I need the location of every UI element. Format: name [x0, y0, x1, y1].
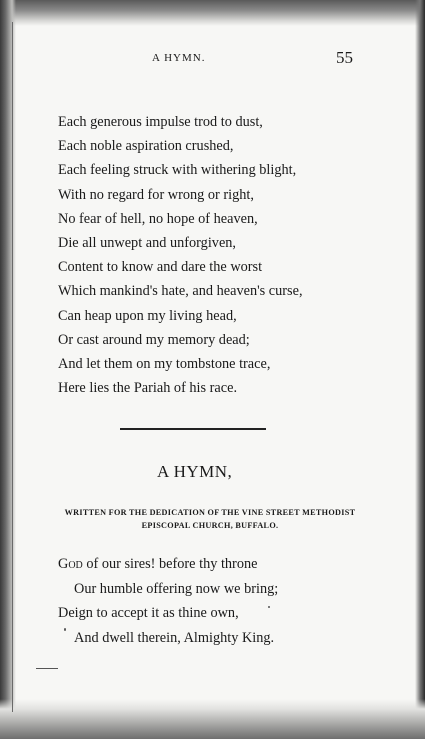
- page-number: 55: [336, 48, 353, 67]
- hymn-line: [58, 552, 278, 577]
- section-divider: [120, 428, 266, 430]
- poem-line: Here lies the Pariah of his race.: [58, 380, 238, 397]
- hymn-line: And dwell therein, Almighty King.: [74, 629, 275, 646]
- hymn-subtitle-line: WRITTEN FOR THE DEDICATION OF THE VINE STREET METHODIST: [64, 508, 356, 517]
- scan-speck: [36, 668, 58, 669]
- poem-line: With no regard for wrong or right,: [58, 186, 254, 203]
- poem-line: No fear of hell, no hope of heaven,: [58, 210, 258, 227]
- hymn-line: Our humble offering now we bring;: [74, 580, 279, 597]
- hymn-first-line-rest: of our sires! before thy throne: [82, 556, 258, 572]
- poem-line: Content to know and dare the worst: [58, 259, 263, 276]
- poem-stanza: [58, 110, 303, 400]
- poem-line: And let them on my tombstone trace,: [58, 356, 271, 373]
- poem-line: Which mankind's hate, and heaven's curse,: [58, 283, 303, 300]
- hymn-subtitle-line: EPISCOPAL CHURCH, BUFFALO.: [141, 521, 279, 530]
- hymn-title: A HYMN,: [157, 462, 233, 481]
- scan-speck: [64, 628, 66, 631]
- running-head: A HYMN.: [152, 52, 206, 64]
- scan-edge-right: [415, 0, 425, 739]
- hymn-stanza: [58, 552, 278, 650]
- poem-line: Or cast around my memory dead;: [58, 331, 250, 348]
- poem-line: Die all unwept and unforgiven,: [58, 235, 237, 252]
- hymn-line: Deign to accept it as thine own,: [58, 605, 239, 621]
- poem-line: Each noble aspiration crushed,: [58, 138, 234, 155]
- poem-line: Each feeling struck with withering blight,: [58, 162, 297, 179]
- hymn-subtitle: [20, 506, 400, 532]
- hymn-first-word: God: [58, 556, 83, 572]
- scan-speck: [268, 606, 270, 608]
- poem-line: Each generous impulse trod to dust,: [58, 114, 263, 130]
- poem-line: Can heap upon my living head,: [58, 307, 237, 324]
